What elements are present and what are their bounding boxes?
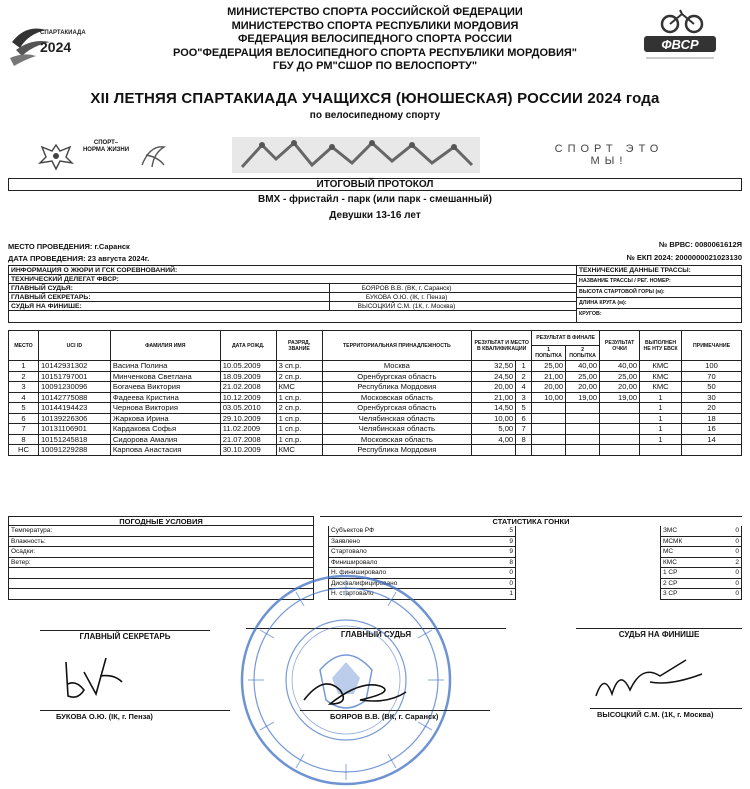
finish-judge-name: ВЫСОЦКИЙ С.М. (1К, г. Москва): [597, 710, 714, 719]
cell-done: 1: [640, 403, 682, 414]
cell-done: 1: [640, 413, 682, 424]
spartakiada-logo-text: СПАРТАКИАДА: [40, 30, 86, 36]
cell-note: 50: [682, 382, 742, 393]
qualification-value: 0: [735, 569, 739, 576]
header-line: ФЕДЕРАЦИЯ ВЕЛОСИПЕДНОГО СПОРТА РОССИИ: [238, 33, 512, 45]
qualification-row: [660, 589, 742, 600]
cell-try1: 25,00: [532, 361, 566, 372]
judge-signature-title: ГЛАВНЫЙ СУДЬЯ: [340, 630, 412, 639]
header-line: МИНИСТЕРСТВО СПОРТА РОССИЙСКОЙ ФЕДЕРАЦИИ: [227, 6, 523, 18]
cell-result: 20,00: [600, 382, 640, 393]
cell-qual-place: 4: [516, 382, 532, 393]
cell-try2: [566, 413, 600, 424]
qualification-value: 0: [735, 537, 739, 545]
fvsr-logo: [636, 8, 724, 70]
stats-title: СТАТИСТИКА ГОНКИ: [320, 516, 742, 526]
competition-date: ДАТА ПРОВЕДЕНИЯ: 23 августа 2024г.: [8, 254, 150, 263]
cell-qual-score: 5,00: [472, 424, 516, 435]
stats-label: Заявлено: [331, 537, 360, 545]
cell-try2: 20,00: [566, 382, 600, 393]
cell-try2: [566, 445, 600, 456]
cell-done: КМС: [640, 371, 682, 382]
cell-note: [682, 445, 742, 456]
cell-name: Карпова Анастасия: [110, 445, 220, 456]
stats-label: Стартовало: [331, 548, 367, 555]
qualification-label: КМС: [663, 558, 677, 566]
judge-sign-line: [300, 710, 490, 711]
weather-row: Влажность:: [8, 537, 314, 548]
stats-value: 9: [509, 548, 513, 555]
cell-qual-place: [516, 445, 532, 456]
weather-row: Осадки:: [8, 547, 314, 558]
cell-qual-place: 7: [516, 424, 532, 435]
cell-rank: 2 сп.р.: [276, 403, 322, 414]
header-line: ГБУ ДО РМ"СШОР ПО ВЕЛОСПОРТУ": [272, 60, 478, 72]
cell-try1: [532, 403, 566, 414]
track-tech-row: ВЫСОТА СТАРТОВОЙ ГОРЫ (м):: [577, 287, 742, 298]
cell-place: НС: [9, 445, 39, 456]
col-try1: 1 ПОПЫТКА: [532, 346, 566, 361]
secretary-signature: [60, 652, 130, 702]
qualification-row: [660, 547, 742, 558]
track-tech-row: КРУГОВ:: [579, 311, 602, 317]
cell-place: 4: [9, 392, 39, 403]
cell-rank: 1 сп.р.: [276, 434, 322, 445]
qualification-label: 2 СР: [663, 579, 678, 587]
stats-row: [328, 526, 516, 537]
col-place: МЕСТО: [9, 331, 39, 361]
cell-place: 2: [9, 371, 39, 382]
cell-place: 7: [9, 424, 39, 435]
stats-row: [328, 537, 516, 548]
qualification-value: 0: [735, 579, 739, 587]
stats-value: 0: [509, 579, 513, 587]
cell-result: [600, 445, 640, 456]
cell-qual-place: 8: [516, 434, 532, 445]
cell-name: Васина Полина: [110, 361, 220, 372]
finish-judge-label: СУДЬЯ НА ФИНИШЕ:: [11, 303, 82, 310]
col-try2: 2 ПОПЫТКА: [566, 346, 600, 361]
cell-qual-score: 24,50: [472, 371, 516, 382]
cell-result: [600, 424, 640, 435]
header-line: МИНИСТЕРСТВО СПОРТА РЕСПУБЛИКИ МОРДОВИЯ: [231, 19, 519, 32]
stats-label: Дисквалифицировано: [331, 579, 398, 587]
cell-name: Жаркова Ирина: [110, 413, 220, 424]
table-row: [9, 434, 742, 445]
logo-row: [0, 135, 750, 175]
secretary-title-line: [40, 630, 210, 631]
cell-uci: 10151797001: [38, 371, 110, 382]
cell-note: 16: [682, 424, 742, 435]
cell-name: Минченкова Светлана: [110, 371, 220, 382]
chief-judge-value: БОЯРОВ В.В. (ВК, г. Саранск): [329, 284, 483, 293]
cell-note: 30: [682, 392, 742, 403]
cell-note: 100: [682, 361, 742, 372]
table-row: [9, 371, 742, 382]
finish-judge-row: [9, 302, 577, 311]
delegate-label: ТЕХНИЧЕСКИЙ ДЕЛЕГАТ ФВСР:: [11, 276, 119, 283]
table-row: [9, 382, 742, 393]
finish-judge-signature: [590, 656, 710, 702]
header-line: РОО"ФЕДЕРАЦИЯ ВЕЛОСИПЕДНОГО СПОРТА РЕСПУБЛИКИ МОРДОВИЯ": [173, 46, 577, 59]
stats-row: [328, 558, 516, 569]
cell-done: КМС: [640, 382, 682, 393]
cell-rank: 2 сп.р.: [276, 371, 322, 382]
cell-dob: 21.02.2008: [220, 382, 276, 393]
ekp-number: № ЕКП 2024: 2000000021023130: [626, 253, 742, 262]
cell-done: 1: [640, 424, 682, 435]
cell-uci: 10142931302: [38, 361, 110, 372]
table-row: [9, 445, 742, 456]
spartakiada-logo: [6, 12, 86, 72]
cell-uci: 10151245818: [38, 434, 110, 445]
qualification-label: 3 СР: [663, 590, 678, 597]
col-uci: UCI ID: [38, 331, 110, 361]
finish-signature-title: СУДЬЯ НА ФИНИШЕ: [618, 630, 700, 639]
cell-region: Московская область: [322, 392, 472, 403]
judge-name: БОЯРОВ В.В. (ВК, г. Саранск): [330, 712, 439, 721]
cell-dob: 10.12.2009: [220, 392, 276, 403]
cell-place: 6: [9, 413, 39, 424]
page-title: XII ЛЕТНЯЯ СПАРТАКИАДА УЧАЩИХСЯ (ЮНОШЕСКАЯ) РОССИИ 2024 года: [90, 90, 660, 107]
cell-uci: 10091229288: [38, 445, 110, 456]
cell-try2: 19,00: [566, 392, 600, 403]
cell-uci: 10142775088: [38, 392, 110, 403]
cell-qual-score: [472, 445, 516, 456]
cell-region: Москва: [322, 361, 472, 372]
spartakiada-logo-year: 2024: [40, 39, 72, 55]
cell-region: Челябинская область: [322, 424, 472, 435]
venue: МЕСТО ПРОВЕДЕНИЯ: г.Саранск: [8, 242, 130, 251]
sport-motto: СПОРТ ЭТО МЫ!: [554, 143, 664, 167]
cell-try1: 21,00: [532, 371, 566, 382]
track-tech-box: [576, 265, 742, 323]
judge-signature: [300, 670, 410, 710]
cell-note: 14: [682, 434, 742, 445]
jury-info-text: ИНФОРМАЦИЯ О ЖЮРИ И ГСК СОРЕВНОВАНИЙ:: [11, 267, 178, 274]
qualification-row: [660, 526, 742, 537]
stats-label: Н. финишировало: [331, 569, 387, 576]
stats-value: 1: [509, 590, 513, 597]
cell-name: Кардакова Софья: [110, 424, 220, 435]
cell-region: Оренбургская область: [322, 371, 472, 382]
cell-uci: 10144194423: [38, 403, 110, 414]
stats-label: Субъектов РФ: [331, 527, 375, 534]
col-result-points: РЕЗУЛЬТАТ ОЧКИ: [600, 331, 640, 361]
cell-region: Республика Мордовия: [322, 382, 472, 393]
cell-name: Богачева Виктория: [110, 382, 220, 393]
track-tech-title: ТЕХНИЧЕСКИЕ ДАННЫЕ ТРАССЫ:: [577, 265, 742, 276]
cell-dob: 30.10.2009: [220, 445, 276, 456]
chief-secretary-row: [9, 293, 577, 302]
col-qualification: РЕЗУЛЬТАТ И МЕСТО В КВАЛИФИКАЦИИ: [472, 331, 532, 361]
cell-try2: [566, 424, 600, 435]
col-rank: РАЗРЯД, ЗВАНИЕ: [276, 331, 322, 361]
cell-uci: 10131106901: [38, 424, 110, 435]
cell-done: 1: [640, 434, 682, 445]
cell-rank: 1 сп.р.: [276, 392, 322, 403]
sport-figure-icon: [136, 141, 170, 171]
cell-note: 70: [682, 371, 742, 382]
cell-place: 3: [9, 382, 39, 393]
cell-try1: [532, 413, 566, 424]
chief-judge-label: ГЛАВНЫЙ СУДЬЯ:: [11, 285, 73, 292]
secretary-sign-line: [40, 710, 230, 711]
secretary-signature-title: ГЛАВНЫЙ СЕКРЕТАРЬ: [79, 632, 171, 641]
protocol-title: ИТОГОВЫЙ ПРОТОКОЛ: [8, 178, 742, 191]
cell-rank: 1 сп.р.: [276, 413, 322, 424]
weather-row: Ветер:: [8, 558, 314, 569]
cell-qual-score: 10,00: [472, 413, 516, 424]
col-region: ТЕРРИТОРИАЛЬНАЯ ПРИНАДЛЕЖНОСТЬ: [322, 331, 472, 361]
table-row: [9, 424, 742, 435]
cell-try2: 40,00: [566, 361, 600, 372]
cell-qual-score: 32,50: [472, 361, 516, 372]
cell-qual-score: 14,50: [472, 403, 516, 414]
discipline-name: BMX - фристайл - парк (или парк - смешанный): [258, 194, 492, 205]
cell-note: 20: [682, 403, 742, 414]
col-final: РЕЗУЛЬТАТ В ФИНАЛЕ: [532, 331, 600, 346]
finish-title-line: [576, 628, 742, 629]
cell-dob: 29.10.2009: [220, 413, 276, 424]
jury-info-label: [9, 266, 577, 275]
cell-place: 8: [9, 434, 39, 445]
cell-region: Оренбургская область: [322, 403, 472, 414]
cell-region: Московская область: [322, 434, 472, 445]
stats-value: 8: [509, 558, 513, 566]
cell-rank: КМС: [276, 445, 322, 456]
cell-try2: [566, 403, 600, 414]
coat-of-arms-icon: [36, 141, 76, 171]
cell-result: [600, 413, 640, 424]
stats-value: 9: [509, 537, 513, 545]
chief-judge-row: [9, 284, 577, 293]
qualification-value: 0: [735, 527, 739, 534]
cell-result: 25,00: [600, 371, 640, 382]
cell-try1: [532, 424, 566, 435]
stats-value: 0: [509, 569, 513, 576]
cell-dob: 10.05.2009: [220, 361, 276, 372]
qualification-row: [660, 537, 742, 548]
col-note: ПРИМЕЧАНИЕ: [682, 331, 742, 361]
qualification-value: 0: [735, 548, 739, 555]
cell-done: 1: [640, 392, 682, 403]
cell-qual-place: 5: [516, 403, 532, 414]
cell-note: 18: [682, 413, 742, 424]
cell-qual-score: 21,00: [472, 392, 516, 403]
cell-qual-score: 20,00: [472, 382, 516, 393]
finish-sign-line: [590, 708, 742, 709]
cell-try2: 25,00: [566, 371, 600, 382]
cell-uci: 10139226306: [38, 413, 110, 424]
table-row: [9, 403, 742, 414]
chief-secretary-value: БУКОВА О.Ю. (IК, г. Пенза): [329, 293, 483, 302]
cell-rank: КМС: [276, 382, 322, 393]
table-row: [9, 413, 742, 424]
age-group: Девушки 13-16 лет: [329, 210, 421, 221]
stats-label: Финишировало: [331, 558, 378, 566]
track-tech-row: НАЗВАНИЕ ТРАССЫ / РЕГ. НОМЕР:: [577, 276, 742, 287]
cell-qual-place: 2: [516, 371, 532, 382]
cell-result: 40,00: [600, 361, 640, 372]
delegate-row: [9, 275, 577, 284]
cell-try1: [532, 434, 566, 445]
cell-name: Сидорова Амалия: [110, 434, 220, 445]
cell-dob: 03.05.2010: [220, 403, 276, 414]
table-row: [9, 392, 742, 403]
col-done: ВЫПОЛНЕН НЕ НТУ ЕВСК: [640, 331, 682, 361]
cell-result: 19,00: [600, 392, 640, 403]
qualification-value: 2: [735, 558, 739, 566]
cell-dob: 18.09.2009: [220, 371, 276, 382]
page-subtitle: по велосипедному спорту: [309, 110, 441, 121]
col-name: ФАМИЛИЯ ИМЯ: [110, 331, 220, 361]
weather-row: Температура:: [8, 526, 314, 537]
fvsr-logo-text: ФВСР: [661, 37, 699, 52]
cell-dob: 11.02.2009: [220, 424, 276, 435]
qualification-label: 1 СР: [663, 569, 678, 576]
cell-name: Фадеева Кристина: [110, 392, 220, 403]
cell-dob: 21.07.2008: [220, 434, 276, 445]
cell-try2: [566, 434, 600, 445]
cell-region: Республика Мордовия: [322, 445, 472, 456]
cell-rank: 1 сп.р.: [276, 424, 322, 435]
cell-done: [640, 445, 682, 456]
cell-try1: [532, 445, 566, 456]
secretary-name: БУКОВА О.Ю. (IК, г. Пенза): [56, 712, 153, 721]
cell-qual-place: 6: [516, 413, 532, 424]
cell-result: [600, 434, 640, 445]
track-tech-row: ДЛИНА КРУГА (м):: [577, 298, 742, 309]
athletes-banner: [232, 137, 480, 173]
weather-title: ПОГОДНЫЕ УСЛОВИЯ: [8, 516, 314, 526]
chief-secretary-label: ГЛАВНЫЙ СЕКРЕТАРЬ:: [11, 294, 91, 301]
col-dob: ДАТА РОЖД.: [220, 331, 276, 361]
cell-done: КМС: [640, 361, 682, 372]
qualification-row: [660, 558, 742, 569]
cell-region: Челябинская область: [322, 413, 472, 424]
cell-qual-score: 4,00: [472, 434, 516, 445]
qualification-row: [660, 579, 742, 590]
qualification-label: ЗМС: [663, 527, 678, 534]
qualification-value: 0: [735, 590, 739, 597]
cell-try1: 20,00: [532, 382, 566, 393]
stats-label: Н. стартовало: [331, 590, 374, 597]
table-row: [9, 361, 742, 372]
qualification-label: МС: [663, 548, 674, 555]
cell-uci: 10091230096: [38, 382, 110, 393]
cell-result: [600, 403, 640, 414]
vrvs-number: № ВРВС: 0080061612Я: [658, 240, 742, 249]
stats-row: [328, 547, 516, 558]
qualification-row: [660, 568, 742, 579]
cell-qual-place: 3: [516, 392, 532, 403]
cell-place: 5: [9, 403, 39, 414]
stats-value: 5: [509, 527, 513, 534]
cell-try1: 10,00: [532, 392, 566, 403]
finish-judge-value: ВЫСОЦКИЙ С.М. (1К, г. Москва): [329, 302, 483, 311]
results-body: [9, 361, 742, 456]
qualification-label: МСМК: [663, 537, 683, 545]
results-table: [8, 330, 742, 456]
sport-norm-logo: СПОРТ– НОРМА ЖИЗНИ: [82, 140, 130, 153]
table-header-row: [9, 331, 742, 346]
cell-rank: 3 сп.р.: [276, 361, 322, 372]
cell-name: Чернова Виктория: [110, 403, 220, 414]
cell-qual-place: 1: [516, 361, 532, 372]
cell-place: 1: [9, 361, 39, 372]
